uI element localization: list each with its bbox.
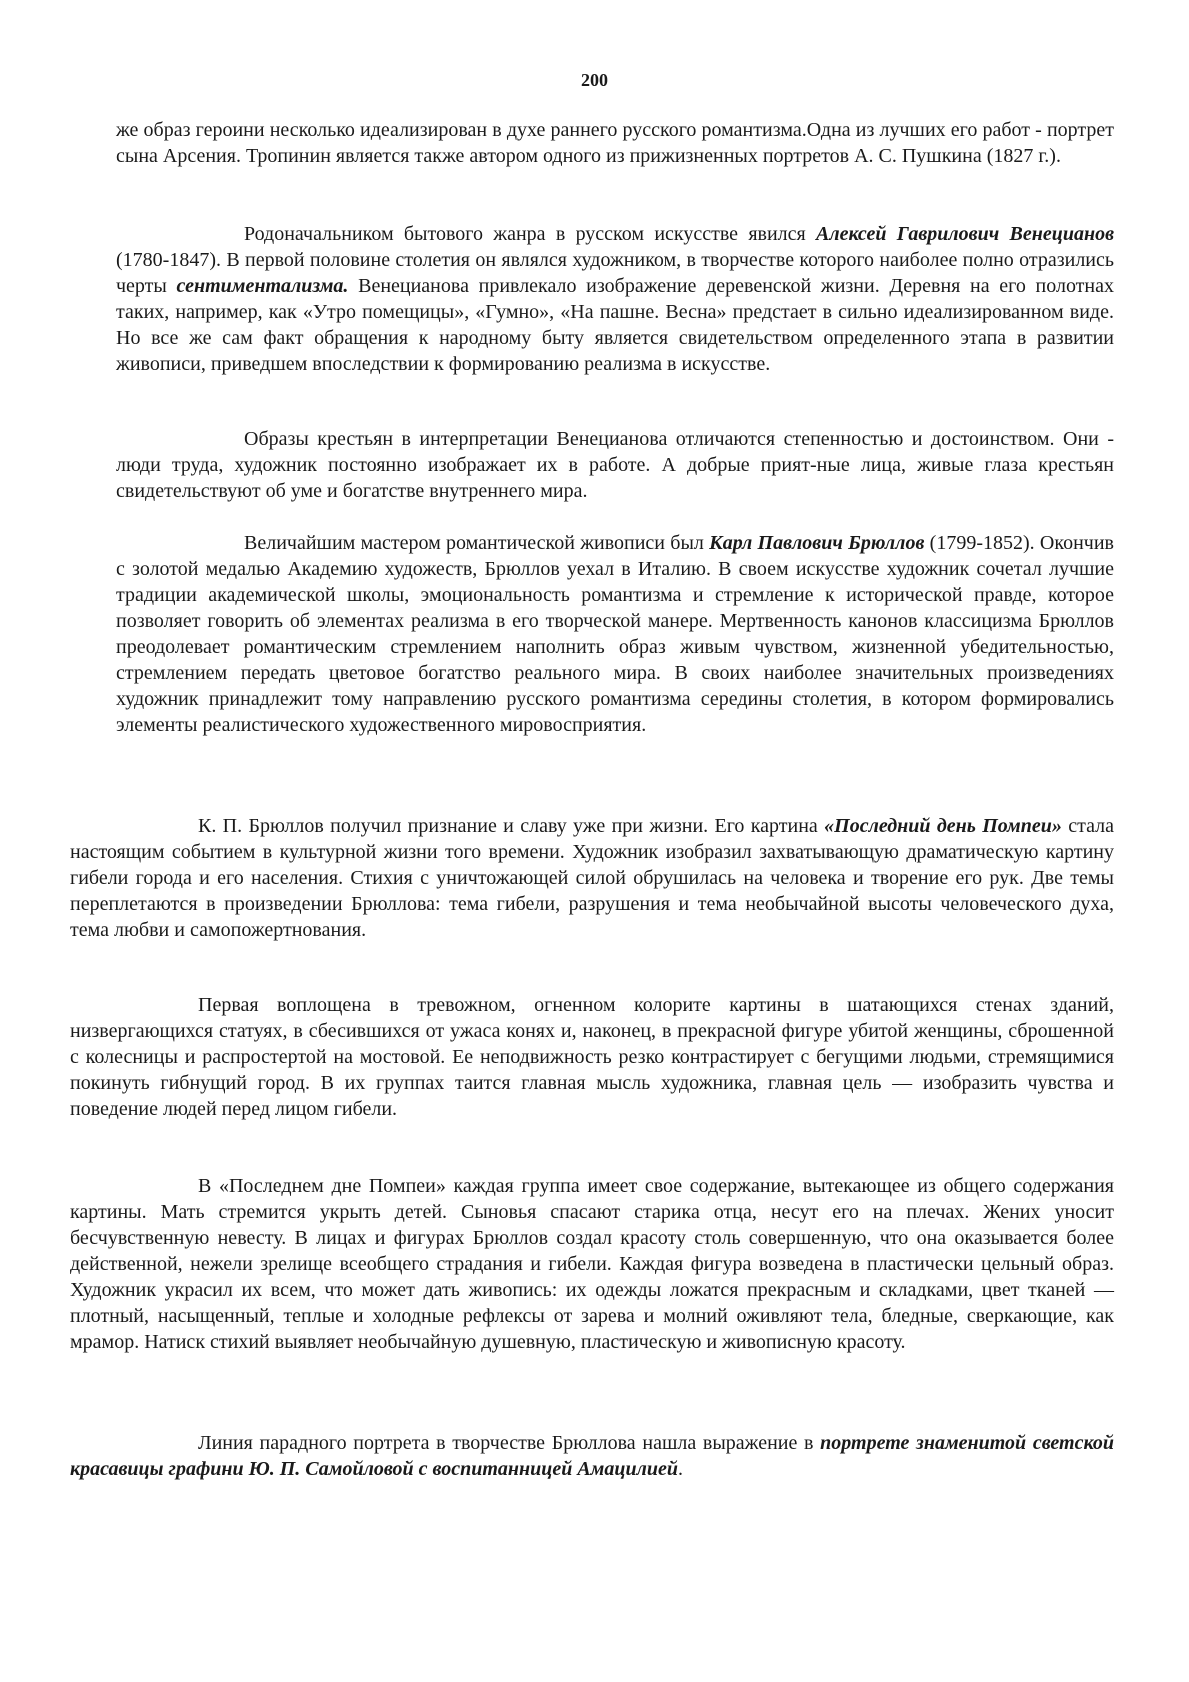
paragraph-2-text-1: Родоначальником бытового жанра в русском искусстве явился <box>244 223 817 245</box>
artist-name-venetsianov: Алексей Гаврилович Венецианов <box>816 223 1115 245</box>
page-number: 200 <box>581 70 608 90</box>
paragraph-7: В «Последнем дне Помпеи» каждая группа имеет свое содержание, вытекающее из общего содержания картины. Мать стремится укрыть детей. Сыновья спасают старика отца, несут его на плечах. Жених уносит бесчувственную невесту. В лицах и фигурах Брюллов создал красоту столь совершенную, что она оказывается более действенной, нежели зрелище всеобщего страдания и гибели. Каждая фигура возведена в пластически цельный образ. Художник украсил их всем, что может дать живопись: их одежды ложатся прекрасным и складками, цвет тканей — плотный, насыщенный, теплые и холодные рефлексы от зарева и молний оживляют тела, бледные, сверкающие, как мрамор. Натиск стихий выявляет необычайную душевную, пластическую и живописную красоту. <box>70 1175 1114 1353</box>
paragraph-6: Первая воплощена в тревожном, огненном колорите картины в шатающихся стенах зданий, низвергающихся статуях, в сбесившихся от ужаса конях и, наконец, в прекрасной фигуре убитой женщины, сброшенной с колесницы и распростертой на мостовой. Ее неподвижность резко контрастирует с бегущими людьми, стремящимися покинуть гибнущий город. В их группах таится главная мысль художника, главная цель — изобразить чувства и поведение людей перед лицом гибели. <box>70 994 1114 1120</box>
paragraph-5-text-2: стала настоящим событием в культурной жизни того времени. Художник изобразил захватывающую драматическую картину гибели города и его населения. Стихия с уничтожающей силой обрушилась на человека и творение его рук. Две темы переплетаются в произведении Брюллова: тема гибели, разрушения и тема необычайной высоты человеческого духа, тема любви и самопожертнования. <box>70 815 1114 941</box>
paragraph-2-text-3: Венецианова привлекало изображение деревенской жизни. Деревня на его полотнах таких, например, как «Утро помещицы», «Гумно», «На пашне. Весна» предстает в сильно идеализированном виде. Но все же сам факт обращения к народному быту является свидетельством определенного этапа в развитии живописи, приведшем впоследствии к формированию реализма в искусстве. <box>116 275 1114 375</box>
portrait-title-samoylova: портрете знаменитой светской красавицы графини Ю. П. Самойловой с воспитанницей Амацилией <box>70 1432 1114 1480</box>
paragraph-2-text-2: (1780-1847). В первой половине столетия он являлся художником, в творчестве которого наиболее полно отразились черты <box>116 249 1114 297</box>
paragraph-8 <box>70 1430 1114 1482</box>
term-sentimentalism: сентиментализма. <box>176 275 349 297</box>
paragraph-8-text-2: . <box>678 1458 683 1480</box>
paragraph-4-text-1: Величайшим мастером романтической живописи был <box>244 532 710 554</box>
paragraph-4-text-2: (1799-1852). Окончив с золотой медалью Академию художеств, Брюллов уехал в Италию. В своем искусстве художник сочетал лучшие традиции академической школы, эмоциональность романтизма и стремление к исторической правде, которое позволяет говорить об элементах реализма в его творческой манере. Мертвенность канонов классицизма Брюллов преодолевает романтическим стремлением наполнить образ живым чувством, жизненной убедительностью, стремлением передать цветовое богатство реального мира. В своих наиболее значительных произведениях художник принадлежит тому направлению русского романтизма середины столетия, в котором формировались элементы реалистического художественного мировосприятия. <box>116 532 1114 736</box>
artist-name-bryullov: Карл Павлович Брюллов <box>709 532 925 554</box>
paragraph-4 <box>116 530 1114 738</box>
paragraph-5-text-1: К. П. Брюллов получил признание и славу уже при жизни. Его картина <box>198 815 825 837</box>
paragraph-2 <box>116 221 1114 377</box>
paragraph-3: Образы крестьян в интерпретации Венецианова отличаются степенностью и достоинством. Они - люди труда, художник постоянно изображает их в работе. А добрые прият-ные лица, живые глаза крестьян свидетельствуют об уме и богатстве внутреннего мира. <box>116 428 1114 502</box>
paragraph-5 <box>70 813 1114 943</box>
paragraph-1: же образ героини несколько идеализирован в духе раннего русского романтизма.Одна из лучших его работ - портрет сына Арсения. Тропинин является также автором одного из прижизненных портретов А. С. Пушкина (1827 г.). <box>116 119 1114 167</box>
painting-title-pompeii: «Последний день Помпеи» <box>824 815 1062 837</box>
paragraph-8-text-1: Линия парадного портрета в творчестве Брюллова нашла выражение в <box>198 1432 821 1454</box>
